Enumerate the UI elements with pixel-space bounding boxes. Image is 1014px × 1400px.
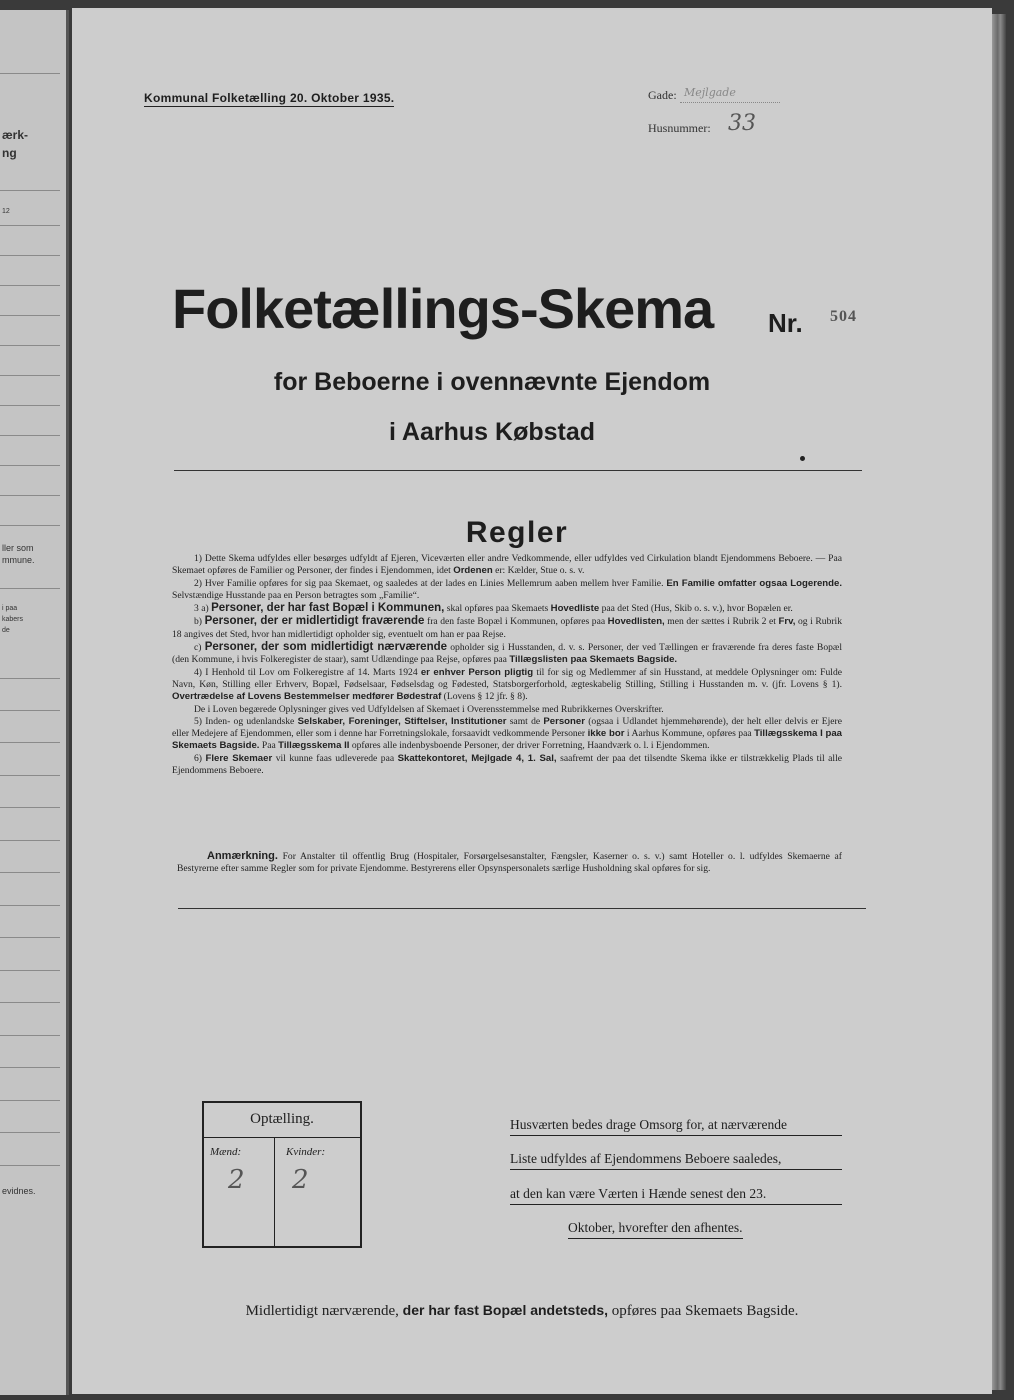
- form-number-value: 504: [830, 308, 857, 325]
- rule-2: 2) Hver Familie opføres for sig paa Skemaet, og saaledes at der lades en Linies Mellemrum aaben mellem hver Familie. En Familie omfatter ogsaa Logerende. Selvstændige Husstande paa en Person betragtes som „Familie“.: [172, 577, 842, 601]
- fragment: ærk-: [2, 128, 29, 142]
- rules-text: [172, 553, 842, 777]
- book-page-edge: [992, 14, 1006, 1390]
- rule-6: 6) Flere Skemaer vil kunne faas udleverede paa Skattekontoret, Mejlgade 4, 1. Sal, saafremt der paa det tilsendte Skema ikke er tilstrækkelig Plads til alle Ejendommens Beboere.: [172, 752, 842, 777]
- rule-3b: b) Personer, der er midlertidigt fraværende fra den faste Bopæl i Kommunen, opføres paa Hovedlisten, men der sættes i Rubrik 2 et Frv, og i Rubrik 18 angives det Sted, hvor han midlertidigt opholder sig, eventuelt om han er paa Rejse.: [172, 615, 843, 640]
- fragment: ng: [2, 146, 17, 160]
- fragment: kabers: [2, 616, 24, 623]
- count-box: [202, 1101, 362, 1248]
- rule-5: 5) Inden- og udenlandske Selskaber, Foreninger, Stiftelser, Institutioner samt de Personer (ogsaa i Udlandet hjemmehørende), der helt eller delvis er Ejere eller Medejere af Ejendommen, eller som i denne har Forretningslokale, forsaavidt vedkommende Personer ikke bor i Aarhus Kommune, opføres paa Tillægsskema I paa Skemaets Bagside. Paa Tillægsskema II opføres alle indenbysboende Personer, der driver Forretning, Haandværk o. l. i Ejendommen.: [172, 715, 842, 752]
- men-label: Mænd:: [210, 1146, 242, 1158]
- fragment: ller som: [2, 543, 34, 553]
- notice-line: Oktober, hvorefter den afhentes.: [568, 1218, 743, 1239]
- women-label: Kvinder:: [286, 1146, 326, 1158]
- house-number-label: Husnummer:: [648, 121, 711, 135]
- form-title: Folketællings-Skema: [172, 277, 714, 340]
- divider-bottom: [178, 908, 866, 909]
- census-form-page: [72, 8, 992, 1394]
- form-number-label: Nr.: [768, 308, 803, 338]
- ink-dot: [800, 456, 805, 461]
- divider-top: [174, 470, 862, 471]
- men-count: 2: [228, 1165, 245, 1195]
- street-value: Mejlgade: [684, 86, 736, 99]
- fragment: 12: [2, 208, 10, 215]
- rule-3a: 3 a) Personer, der har fast Bopæl i Kommunen, skal opføres paa Skemaets Hovedliste paa det Sted (Hus, Skib o. s. v.), hvor Bopælen er.: [194, 602, 793, 615]
- landlord-notice: [510, 1101, 842, 1245]
- footer-note: Midlertidigt nærværende, der har fast Bopæl andetsteds, opføres paa Skemaets Bagside.: [245, 1302, 799, 1319]
- women-count: 2: [292, 1165, 309, 1195]
- note-label: Anmærkning.: [207, 850, 278, 862]
- rule-4b: De i Loven begærede Oplysninger gives ved Udfyldelsen af Skemaet i Overensstemmelse med Rubrikkernes Overskrifter.: [194, 703, 664, 715]
- notice-line: Liste udfyldes af Ejendommens Beboere saaledes,: [510, 1149, 842, 1170]
- notice-line: at den kan være Værten i Hænde senest den 23.: [510, 1184, 842, 1205]
- rule-1: 1) Dette Skema udfyldes eller besørges udfyldt af Ejeren, Viceværten eller andre Vedkommende, eller udfyldes ved Cirkulation blandt Ejendommens Beboere. — Paa Skemaet opføres de Familier og Personer, der findes i Ejendommen, idet Ordenen er: Kælder, Stue o. s. v.: [172, 553, 842, 577]
- count-box-title: Optælling.: [250, 1111, 314, 1127]
- fragment: evidnes.: [2, 1186, 36, 1196]
- fragment: mmune.: [2, 555, 35, 565]
- street-line: [680, 102, 780, 103]
- census-label: Kommunal Folketælling 20. Oktober 1935.: [144, 91, 395, 105]
- note-text: Anmærkning. For Anstalter til offentlig Brug (Hospitaler, Forsørgelsesanstalter, Fængsler, Kaserner o. s. v.) samt Hoteller o. l. udfyldes Skemaerne af Bestyrerne efter samme Regler som for private Ejendomme. Bestyrerens eller Opsynspersonalets særlige Husholdning skal opføres for sig.: [177, 850, 842, 875]
- rule-4: 4) I Henhold til Lov om Folkeregistre af 14. Marts 1924 er enhver Person pligtig til for sig og Medlemmer af sin Husstand, at meddele Oplysninger om: Fulde Navn, Køn, Stilling eller Erhverv, Bopæl, Fødselsaar, Fødselsdag og Fødested, Statsborgerforhold, ægteskabelig Stilling, Stilling i Husstanden m. v. (jfr. Lovens § 1). Overtrædelse af Lovens Bestemmelser medfører Bødestraf (Lovens § 12 jfr. § 8).: [172, 666, 843, 703]
- street-label: Gade:: [648, 88, 677, 102]
- rule-3c: c) Personer, der som midlertidigt nærværende opholder sig i Husstanden, d. v. s. Personer, der ved Tællingen er fraværende fra deres faste Bopæl (den Kommune, i hvis Folkeregister de staar), samt Udlændinge paa Rejse, opføres paa Tillægslisten paa Skemaets Bagside.: [172, 641, 842, 666]
- form-subtitle: for Beboerne i ovennævnte Ejendom: [273, 368, 711, 396]
- rules-heading: Regler: [465, 516, 569, 549]
- fragment: i paa: [2, 605, 18, 612]
- previous-page-strip: [0, 10, 69, 1395]
- notice-line: Husværten bedes drage Omsorg for, at nærværende: [510, 1115, 842, 1136]
- house-number-value: 33: [728, 111, 756, 136]
- fragment: de: [2, 627, 10, 634]
- form-location: i Aarhus Købstad: [388, 418, 596, 446]
